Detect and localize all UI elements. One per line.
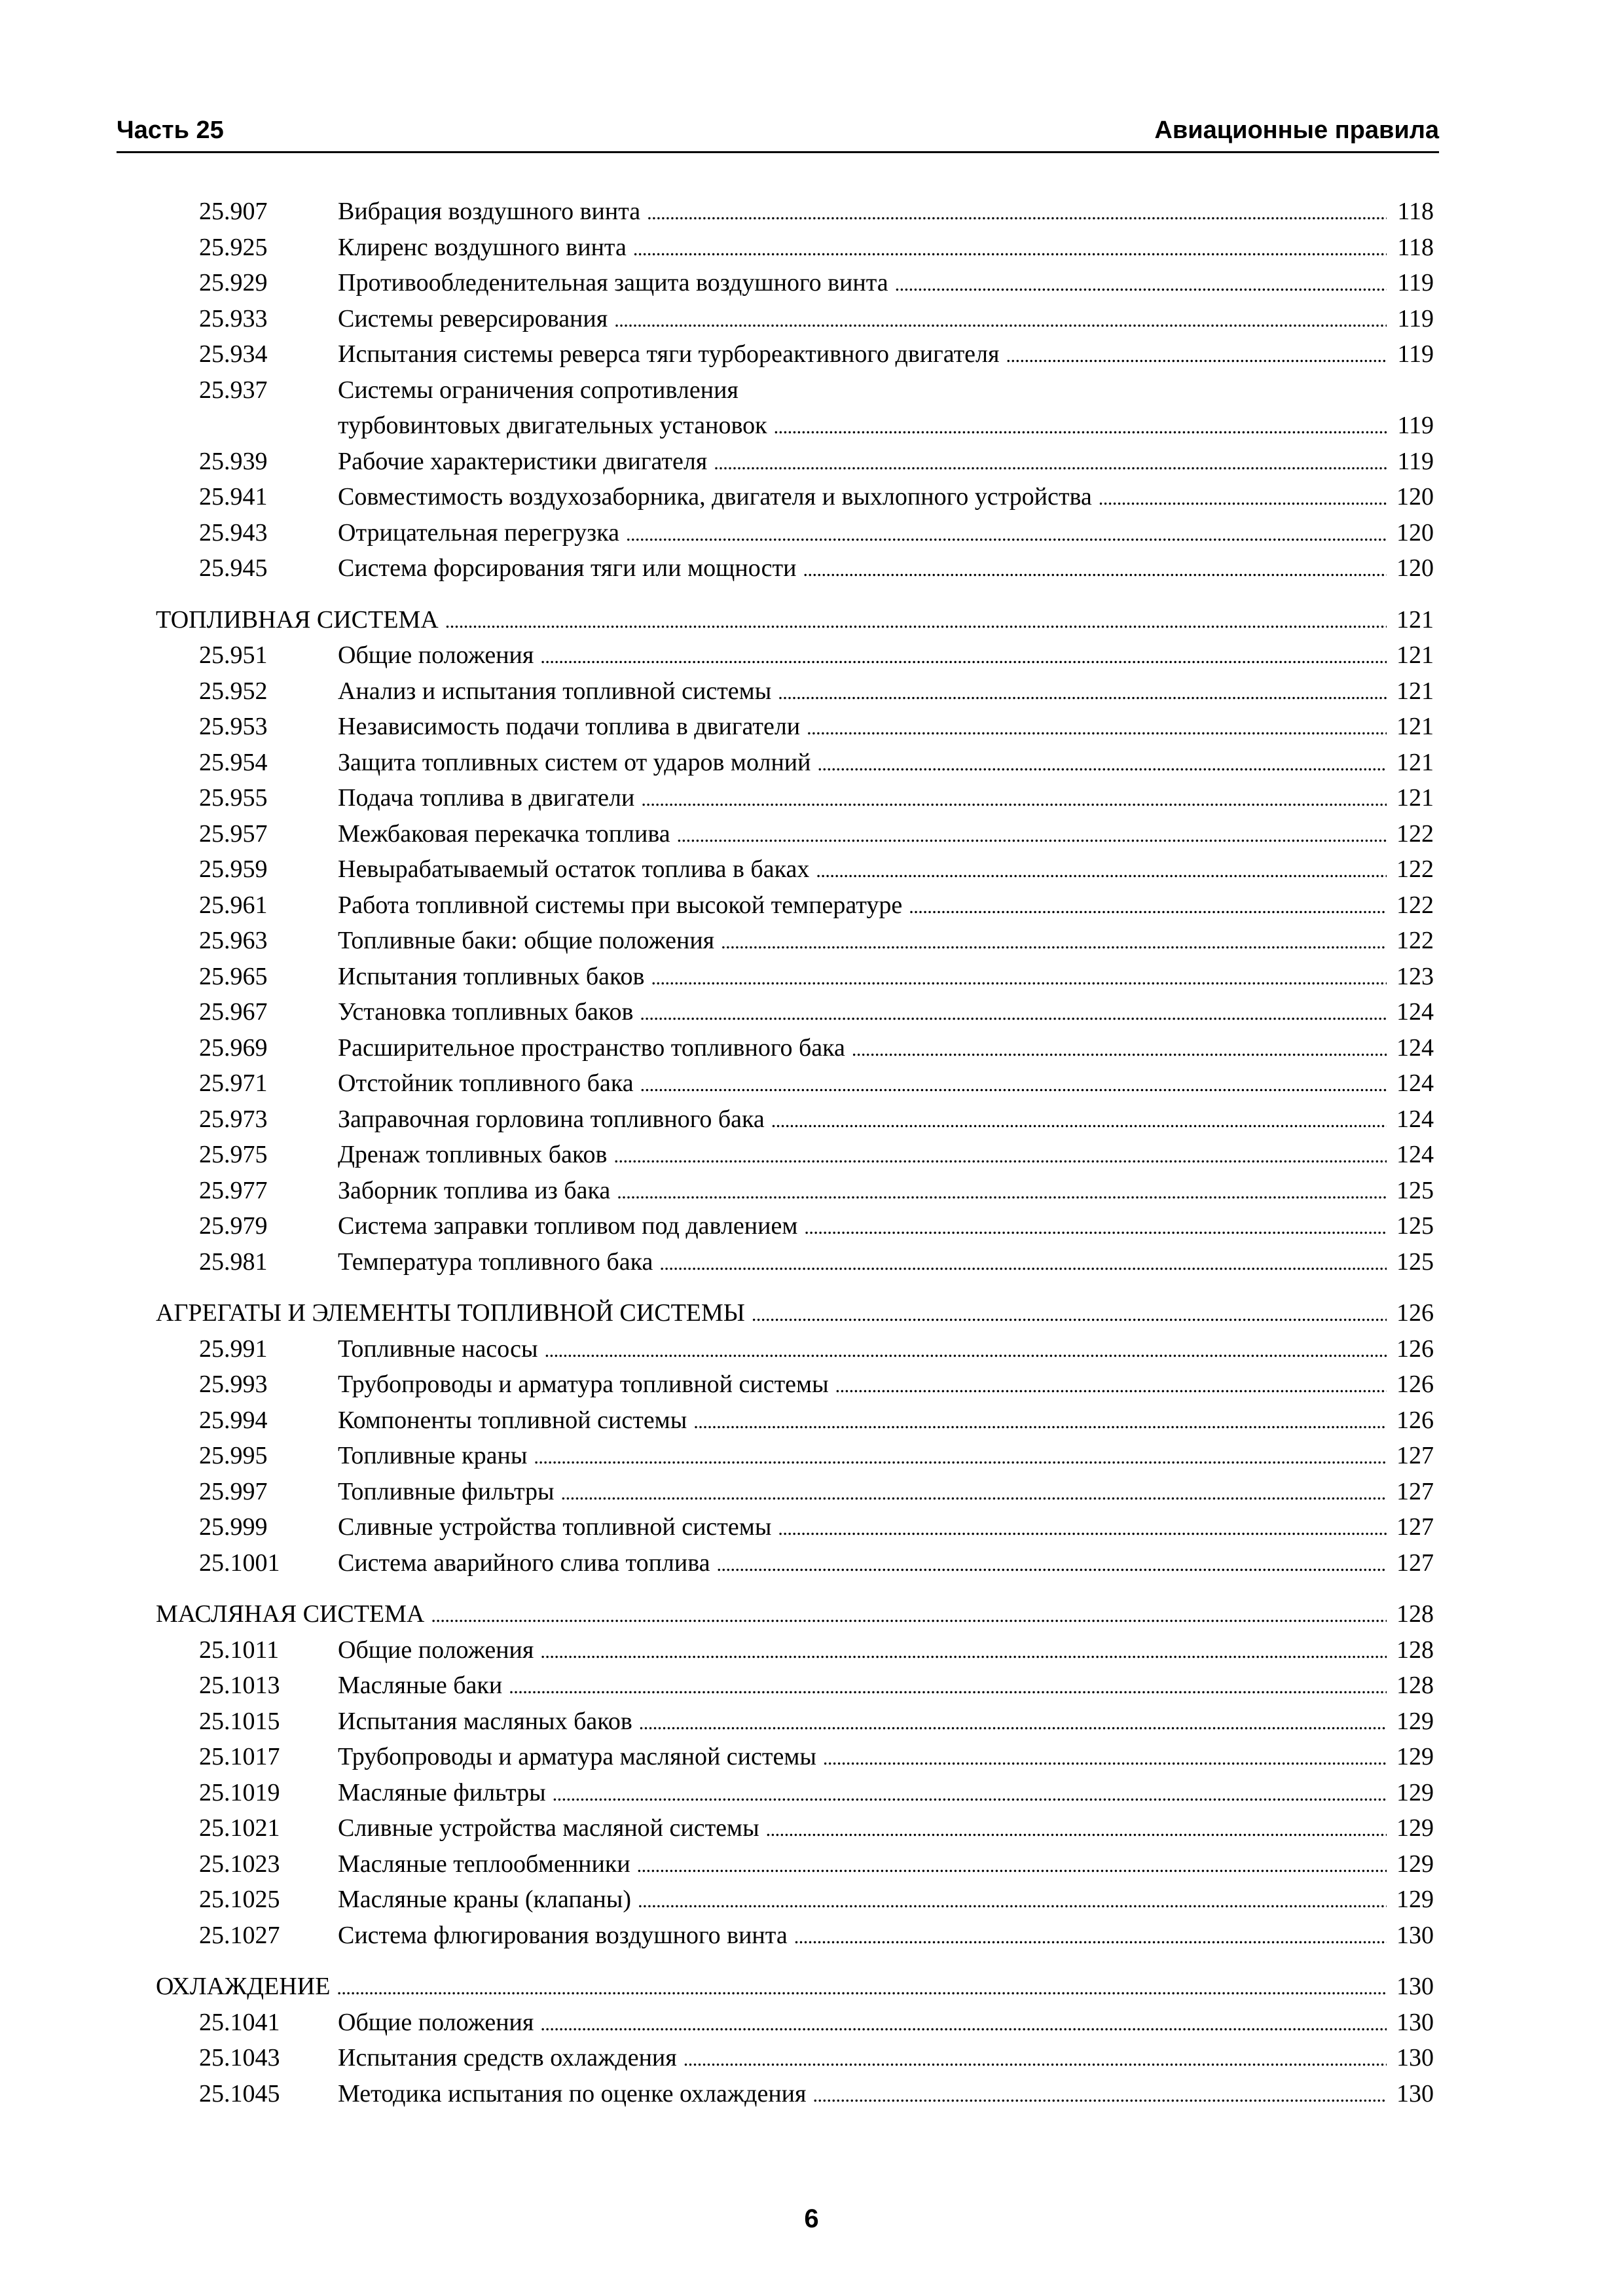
toc-page-number: 129 — [1396, 1814, 1434, 1842]
toc-row — [156, 372, 1434, 408]
toc-item-title: Масляные баки — [338, 1672, 503, 1699]
toc-item-number: 25.1021 — [199, 1814, 280, 1842]
toc-item-title: Невырабатываемый остаток топлива в баках — [338, 855, 810, 883]
toc-page-number: 130 — [1396, 2079, 1434, 2108]
dot-leader — [651, 961, 1387, 995]
toc-item-title: Установка топливных баков — [338, 998, 634, 1026]
toc-page-number: 124 — [1396, 1033, 1434, 1062]
toc-page-number: 119 — [1397, 412, 1434, 439]
toc-item-number: 25.955 — [199, 784, 268, 812]
dot-leader — [771, 1103, 1387, 1138]
toc-item-number: 25.999 — [199, 1513, 268, 1541]
dot-leader — [431, 1598, 1387, 1632]
dot-leader — [774, 410, 1387, 444]
dot-leader — [778, 675, 1387, 709]
toc-page-number: 123 — [1396, 962, 1434, 990]
dot-leader — [639, 1706, 1387, 1740]
toc-page-number: 124 — [1396, 1141, 1434, 1168]
dot-leader — [540, 2007, 1387, 2041]
toc-row — [156, 1403, 1434, 1439]
toc-row — [156, 444, 1434, 480]
toc-item-title: Сливные устройства топливной системы — [338, 1513, 772, 1541]
toc-row — [156, 1509, 1434, 1545]
toc-page-number: 121 — [1396, 713, 1434, 740]
dot-leader — [641, 782, 1387, 816]
toc-item-number: 25.1043 — [199, 2044, 280, 2072]
toc-row — [156, 780, 1434, 816]
toc-page-number: 129 — [1396, 1707, 1434, 1735]
toc-page-number: 126 — [1396, 1299, 1434, 1327]
toc-page-number: 121 — [1396, 784, 1434, 812]
toc-row — [156, 1438, 1434, 1474]
dot-leader — [626, 517, 1387, 551]
toc-page-number: 121 — [1396, 748, 1434, 776]
toc-row — [156, 852, 1434, 888]
toc-item-title: Система заправки топливом под давлением — [338, 1212, 798, 1240]
toc-item-title: Рабочие характеристики двигателя — [338, 447, 708, 475]
toc-page-number: 127 — [1396, 1442, 1434, 1469]
toc-item-number: 25.937 — [199, 376, 268, 404]
toc-item-number: 25.951 — [199, 641, 268, 669]
dot-leader — [509, 1670, 1387, 1704]
toc-page-number: 122 — [1396, 819, 1434, 848]
toc-item-title: Общие положения — [338, 1636, 534, 1664]
toc-row — [156, 230, 1434, 266]
toc-row — [156, 816, 1434, 852]
toc-item-number: 25.1011 — [199, 1636, 280, 1664]
toc-item-title: Анализ и испытания топливной системы — [338, 677, 772, 705]
toc-item-title: Работа топливной системы при высокой температуре — [338, 891, 903, 919]
toc-page-number: 120 — [1396, 483, 1434, 511]
toc-item-title: Совместимость воздухозаборника, двигателя и выхлопного устройства — [338, 483, 1092, 511]
toc-item-title: Топливные фильтры — [338, 1477, 555, 1505]
dot-leader — [633, 232, 1387, 266]
toc-item-title: Общие положения — [338, 641, 534, 669]
dot-leader — [614, 303, 1387, 337]
toc-item-number: 25.1045 — [199, 2079, 280, 2108]
toc-item-title: Отрицательная перегрузка — [338, 518, 619, 547]
toc-page-number: 118 — [1397, 198, 1434, 225]
table-of-contents — [156, 194, 1434, 2111]
dot-leader — [717, 1547, 1387, 1581]
dot-leader — [816, 853, 1387, 888]
toc-item-number: 25.967 — [199, 998, 268, 1026]
toc-section-row — [156, 602, 1434, 638]
dot-leader — [640, 1067, 1387, 1102]
dot-leader — [823, 1741, 1387, 1775]
toc-page-number: 120 — [1396, 554, 1434, 582]
toc-page-number: 130 — [1396, 2008, 1434, 2036]
toc-item-number: 25.997 — [199, 1477, 268, 1505]
toc-row — [156, 1066, 1434, 1102]
toc-page-number: 122 — [1396, 927, 1434, 954]
dot-leader — [852, 1032, 1387, 1066]
toc-item-number: 25.995 — [199, 1442, 268, 1469]
toc-section-row — [156, 1596, 1434, 1632]
toc-item-title: турбовинтовых двигательных установок — [338, 412, 767, 439]
dot-leader — [534, 1440, 1387, 1474]
toc-row — [156, 1775, 1434, 1811]
dot-leader — [714, 446, 1387, 480]
toc-item-title: Защита топливных систем от ударов молний — [338, 748, 811, 776]
toc-item-number: 25.925 — [199, 233, 268, 261]
toc-row — [156, 301, 1434, 337]
toc-page-number: 120 — [1396, 518, 1434, 547]
toc-row — [156, 1846, 1434, 1882]
toc-item-number: 25.939 — [199, 447, 268, 475]
dot-leader — [647, 196, 1387, 230]
toc-item-number: 25.1023 — [199, 1850, 280, 1878]
toc-item-number: 25.969 — [199, 1033, 268, 1062]
toc-item-title: Расширительное пространство топливного бака — [338, 1033, 845, 1062]
toc-item-number: 25.1019 — [199, 1778, 280, 1806]
toc-item-number: 25.954 — [199, 748, 268, 776]
toc-row — [156, 194, 1434, 230]
toc-page-number: 130 — [1396, 2044, 1434, 2072]
toc-page-number: 128 — [1396, 1636, 1434, 1664]
toc-page-number: 119 — [1397, 269, 1434, 296]
dot-leader — [693, 1405, 1387, 1439]
dot-leader — [659, 1246, 1387, 1280]
toc-item-title: Масляные теплообменники — [338, 1850, 630, 1878]
toc-page-number: 124 — [1396, 998, 1434, 1026]
toc-page-number: 127 — [1396, 1549, 1434, 1577]
toc-item-title: Трубопроводы и арматура масляной системы — [338, 1743, 816, 1770]
toc-item-title: Масляные краны (клапаны) — [338, 1886, 632, 1913]
toc-item-title: Топливные краны — [338, 1442, 528, 1469]
toc-item-title: Температура топливного бака — [338, 1247, 653, 1276]
toc-item-number: 25.979 — [199, 1212, 268, 1240]
dot-leader — [553, 1777, 1387, 1811]
toc-page-number: 129 — [1396, 1743, 1434, 1770]
toc-item-number: 25.971 — [199, 1069, 268, 1097]
dot-leader — [807, 711, 1387, 745]
toc-item-title: Системы реверсирования — [338, 304, 608, 332]
toc-section-row — [156, 1969, 1434, 2005]
toc-item-title: Испытания масляных баков — [338, 1707, 632, 1735]
toc-page-number: 121 — [1396, 677, 1434, 705]
toc-page-number: 119 — [1397, 304, 1434, 332]
toc-item-title: Общие положения — [338, 2008, 534, 2036]
toc-page-number: 129 — [1396, 1850, 1434, 1878]
toc-page-number: 126 — [1396, 1371, 1434, 1398]
toc-item-number: 25.957 — [199, 819, 268, 848]
toc-row — [156, 745, 1434, 781]
dot-leader — [445, 604, 1387, 638]
toc-item-number: 25.975 — [199, 1141, 268, 1168]
toc-item-title: Топливные баки: общие положения — [338, 927, 715, 954]
toc-row — [156, 1208, 1434, 1244]
toc-row — [156, 1810, 1434, 1846]
toc-item-title: Отстойник топливного бака — [338, 1069, 634, 1097]
toc-item-number: 25.952 — [199, 677, 268, 705]
toc-item-number: 25.973 — [199, 1105, 268, 1133]
toc-row — [156, 1668, 1434, 1704]
toc-row — [156, 1918, 1434, 1954]
toc-item-number: 25.907 — [199, 198, 268, 225]
dot-leader — [540, 639, 1387, 673]
toc-page-number: 122 — [1396, 891, 1434, 919]
toc-section-title: ОХЛАЖДЕНИЕ — [156, 1973, 331, 2000]
toc-page-number: 124 — [1396, 1105, 1434, 1133]
toc-row — [156, 2005, 1434, 2041]
toc-row — [156, 1704, 1434, 1740]
toc-page-number: 125 — [1396, 1247, 1434, 1276]
dot-leader — [794, 1920, 1387, 1954]
toc-page-number: 126 — [1396, 1406, 1434, 1434]
toc-page-number: 127 — [1396, 1477, 1434, 1505]
toc-row — [156, 550, 1434, 586]
dot-leader — [613, 1139, 1387, 1173]
toc-page-number: 129 — [1396, 1778, 1434, 1806]
toc-item-title: Компоненты топливной системы — [338, 1406, 687, 1434]
toc-item-number: 25.933 — [199, 304, 268, 332]
toc-row — [156, 1739, 1434, 1775]
toc-item-number: 25.1041 — [199, 2008, 280, 2036]
dot-leader — [817, 747, 1387, 781]
toc-item-number: 25.959 — [199, 855, 268, 883]
toc-row — [156, 1102, 1434, 1138]
toc-page-number: 130 — [1396, 1921, 1434, 1949]
toc-page-number: 125 — [1396, 1212, 1434, 1240]
toc-page-number: 118 — [1397, 233, 1434, 261]
toc-item-number: 25.991 — [199, 1335, 268, 1363]
dot-leader — [778, 1511, 1387, 1545]
dot-leader — [909, 889, 1387, 924]
toc-page-number: 125 — [1396, 1176, 1434, 1204]
dot-leader — [813, 2078, 1387, 2112]
dot-leader — [540, 1634, 1387, 1668]
dot-leader — [337, 1971, 1387, 2005]
toc-row — [156, 709, 1434, 745]
toc-item-number: 25.953 — [199, 713, 268, 740]
toc-page-number: 124 — [1396, 1069, 1434, 1097]
toc-item-title: Система аварийного слива топлива — [338, 1549, 710, 1577]
dot-leader — [637, 1848, 1387, 1882]
toc-page-number: 126 — [1396, 1335, 1434, 1363]
toc-item-title: Независимость подачи топлива в двигатели — [338, 713, 801, 740]
toc-item-number: 25.965 — [199, 962, 268, 990]
toc-item-number: 25.943 — [199, 518, 268, 547]
dot-leader — [803, 552, 1387, 586]
dot-leader — [684, 2042, 1387, 2076]
toc-item-title: Сливные устройства масляной системы — [338, 1814, 759, 1842]
dot-leader — [617, 1175, 1387, 1209]
dot-leader — [721, 925, 1387, 959]
toc-item-number: 25.929 — [199, 269, 268, 296]
toc-row — [156, 1632, 1434, 1668]
toc-item-title: Топливные насосы — [338, 1335, 538, 1363]
toc-page-number: 121 — [1396, 641, 1434, 669]
toc-item-title: Межбаковая перекачка топлива — [338, 819, 670, 848]
dot-leader — [752, 1297, 1387, 1331]
dot-leader — [677, 818, 1387, 852]
toc-row — [156, 2076, 1434, 2112]
dot-leader — [835, 1369, 1387, 1403]
toc-item-title: Подача топлива в двигатели — [338, 784, 635, 812]
toc-item-number: 25.1025 — [199, 1886, 280, 1913]
toc-item-number: 25.1027 — [199, 1921, 280, 1949]
toc-page-number: 128 — [1396, 1672, 1434, 1699]
dot-leader — [638, 1884, 1387, 1918]
toc-row — [156, 1173, 1434, 1209]
toc-page-number: 129 — [1396, 1886, 1434, 1913]
toc-section-title: АГРЕГАТЫ И ЭЛЕМЕНТЫ ТОПЛИВНОЙ СИСТЕМЫ — [156, 1299, 745, 1327]
toc-row — [156, 2040, 1434, 2076]
toc-page-number: 127 — [1396, 1513, 1434, 1541]
document-title: Авиационные правила — [1154, 117, 1439, 144]
toc-row — [156, 265, 1434, 301]
toc-section-title: ТОПЛИВНАЯ СИСТЕМА — [156, 605, 439, 634]
dot-leader — [804, 1210, 1387, 1244]
toc-item-title: Испытания системы реверса тяги турбореактивного двигателя — [338, 340, 1000, 368]
toc-item-number: 25.941 — [199, 483, 268, 511]
toc-row — [156, 888, 1434, 924]
toc-row — [156, 637, 1434, 673]
toc-item-number: 25.977 — [199, 1176, 268, 1204]
toc-item-title: Вибрация воздушного винта — [338, 198, 641, 225]
toc-item-title: Испытания топливных баков — [338, 962, 645, 990]
toc-item-title: Клиренс воздушного винта — [338, 233, 627, 261]
toc-row — [156, 994, 1434, 1030]
toc-item-number: 25.963 — [199, 927, 268, 954]
toc-item-number: 25.1013 — [199, 1672, 280, 1699]
dot-leader — [640, 996, 1387, 1030]
toc-row — [156, 1331, 1434, 1367]
page-number: 6 — [804, 2204, 819, 2233]
toc-item-number: 25.945 — [199, 554, 268, 582]
page-header — [117, 108, 1439, 153]
dot-leader — [895, 267, 1387, 301]
toc-item-title: Система флюгирования воздушного винта — [338, 1921, 788, 1949]
toc-row — [156, 479, 1434, 515]
toc-row — [156, 1882, 1434, 1918]
toc-row — [156, 408, 1434, 444]
toc-item-title: Испытания средств охлаждения — [338, 2044, 677, 2072]
toc-item-title: Методика испытания по оценке охлаждения — [338, 2079, 807, 2108]
toc-section-title: МАСЛЯНАЯ СИСТЕМА — [156, 1600, 425, 1628]
dot-leader — [1099, 481, 1387, 515]
toc-row — [156, 923, 1434, 959]
toc-row — [156, 1244, 1434, 1280]
toc-row — [156, 1474, 1434, 1510]
toc-row — [156, 1030, 1434, 1066]
toc-item-title: Дренаж топливных баков — [338, 1141, 608, 1168]
toc-row — [156, 1545, 1434, 1581]
toc-item-title: Масляные фильтры — [338, 1778, 546, 1806]
toc-row — [156, 673, 1434, 709]
toc-item-number: 25.993 — [199, 1371, 268, 1398]
toc-page-number: 128 — [1396, 1600, 1434, 1628]
toc-item-number: 25.1001 — [199, 1549, 280, 1577]
toc-item-title: Противообледенительная защита воздушного винта — [338, 269, 888, 296]
toc-page-number: 119 — [1397, 447, 1434, 475]
toc-item-title: Трубопроводы и арматура топливной системы — [338, 1371, 829, 1398]
toc-row — [156, 1367, 1434, 1403]
toc-item-number: 25.1015 — [199, 1707, 280, 1735]
toc-page-number: 130 — [1396, 1973, 1434, 2000]
dot-leader — [1006, 338, 1387, 372]
toc-page-number: 121 — [1396, 605, 1434, 634]
toc-page-number: 122 — [1396, 855, 1434, 883]
toc-page-number: 119 — [1397, 340, 1434, 368]
part-label: Часть 25 — [117, 117, 224, 144]
toc-item-title: Система форсирования тяги или мощности — [338, 554, 797, 582]
dot-leader — [545, 1333, 1387, 1367]
toc-item-number: 25.961 — [199, 891, 268, 919]
toc-row — [156, 959, 1434, 995]
toc-row — [156, 1137, 1434, 1173]
toc-item-title: Заправочная горловина топливного бака — [338, 1105, 765, 1133]
toc-item-title: Системы ограничения сопротивления — [338, 376, 739, 404]
toc-item-number: 25.1017 — [199, 1743, 280, 1770]
dot-leader — [561, 1476, 1387, 1510]
toc-row — [156, 336, 1434, 372]
toc-item-number: 25.994 — [199, 1406, 268, 1434]
toc-item-title: Заборник топлива из бака — [338, 1176, 611, 1204]
toc-item-number: 25.934 — [199, 340, 268, 368]
toc-section-row — [156, 1295, 1434, 1331]
dot-leader — [766, 1812, 1387, 1846]
toc-item-number: 25.981 — [199, 1247, 268, 1276]
toc-row — [156, 515, 1434, 551]
